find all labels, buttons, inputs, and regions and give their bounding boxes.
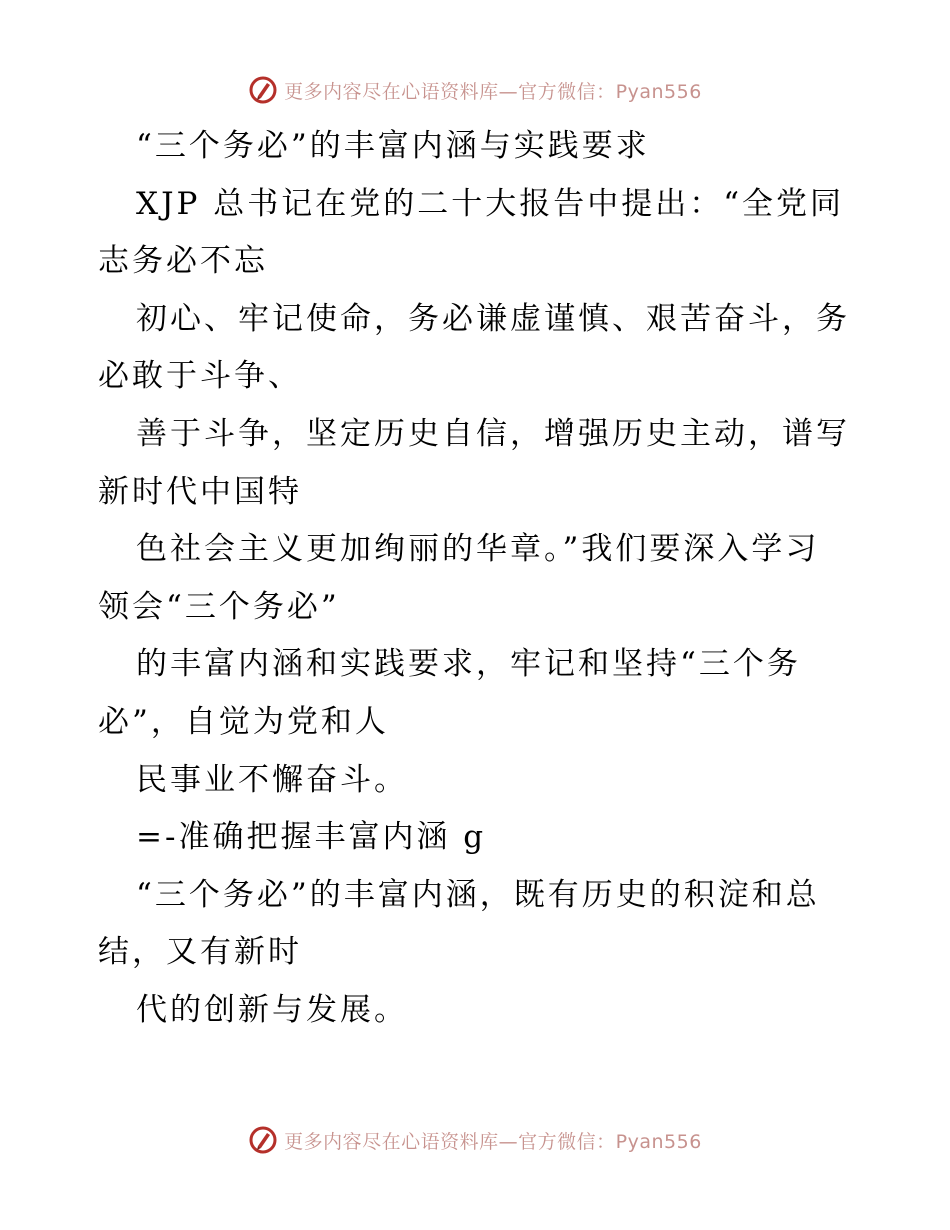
text-line: 民事业不懈奋斗。 [136, 761, 408, 798]
text-line: 新时代中国特 [98, 473, 302, 510]
text-line: 必”，自觉为党和人 [98, 703, 389, 740]
text-line: 初心、牢记使命，务必谦虚谨慎、艰苦奋斗，务 [136, 300, 850, 337]
text-line: 善于斗争，坚定历史自信，增强历史主动，谱写 [136, 415, 850, 452]
text-line: 代的创新与发展。 [136, 991, 408, 1028]
text-line: XJP 总书记在党的二十大报告中提出：“全党同 [136, 185, 845, 222]
header-watermark [0, 70, 950, 110]
text-line: 色社会主义更加绚丽的华章。”我们要深入学习 [136, 531, 820, 568]
pen-logo-icon [248, 75, 278, 105]
pen-logo-icon [248, 1125, 278, 1155]
document-title: “三个务必”的丰富内涵与实践要求 [136, 128, 650, 164]
text-line: “三个务必”的丰富内涵，既有历史的积淀和总 [136, 876, 820, 913]
text-line: 结，又有新时 [98, 934, 302, 971]
document-body [98, 118, 858, 1040]
text-line: 志务必不忘 [98, 243, 268, 280]
text-line: 领会“三个务必” [98, 588, 340, 625]
text-line: 的丰富内涵和实践要求，牢记和坚持“三个务 [136, 646, 801, 683]
text-line: 必敢于斗争、 [98, 358, 302, 395]
footer-watermark [0, 1120, 950, 1160]
section-heading: =-准确把握丰富内涵 g [136, 819, 487, 856]
footer-watermark-text: 更多内容尽在心语资料库—官方微信：Pyan556 [284, 1130, 702, 1153]
header-watermark-text: 更多内容尽在心语资料库—官方微信：Pyan556 [284, 80, 702, 103]
